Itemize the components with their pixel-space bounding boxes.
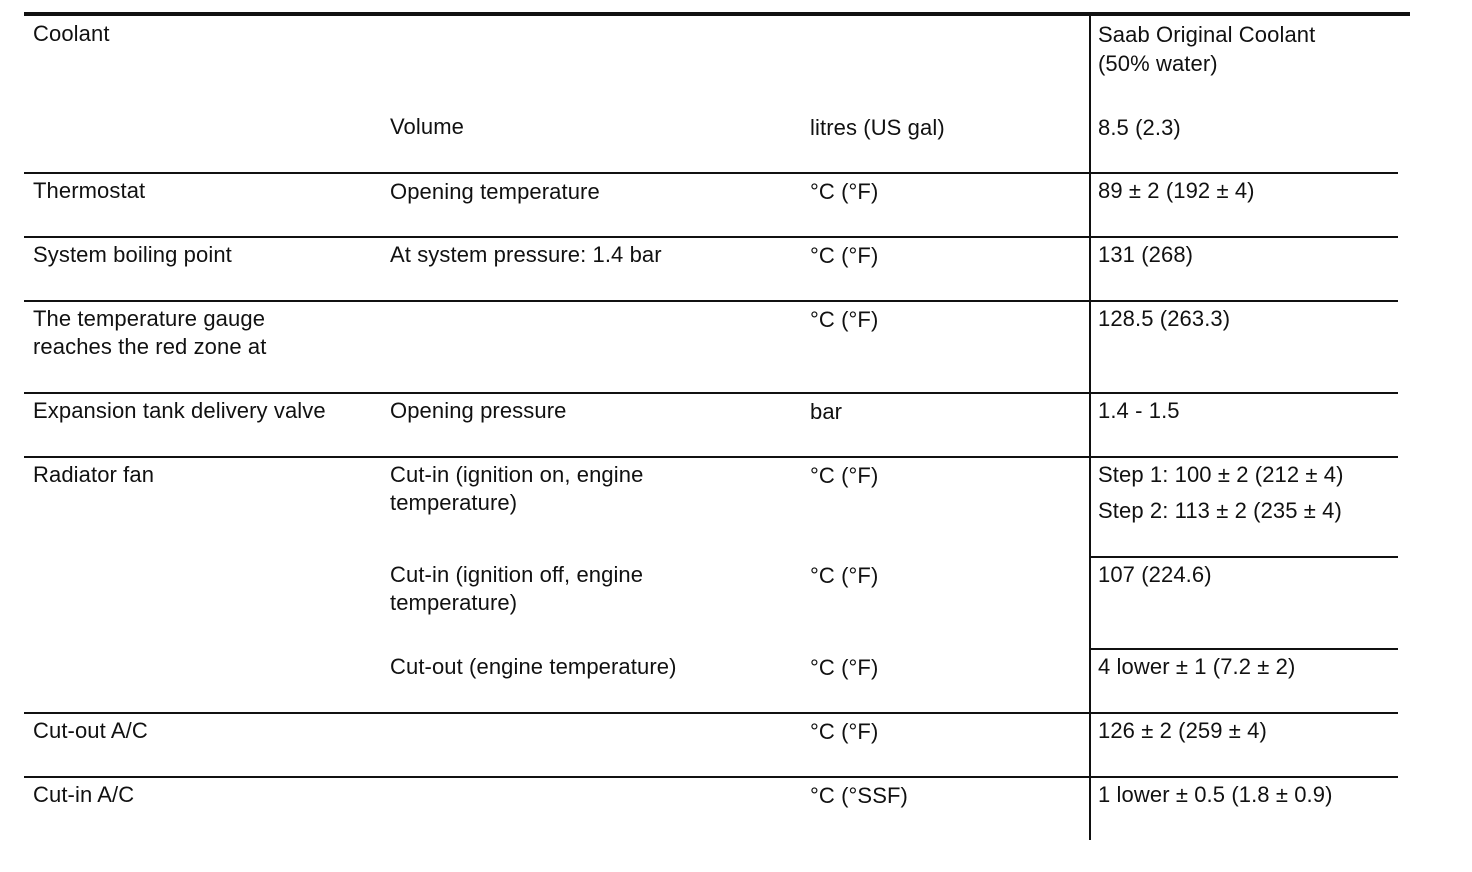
unit-cell: °C (°F) xyxy=(810,563,879,588)
row-divider xyxy=(24,712,1398,714)
unit-cell: °C (°F) xyxy=(810,179,879,204)
unit-cell: °C (°F) xyxy=(810,655,879,680)
parameter-cell-line1: Cut-in (ignition on, engine xyxy=(390,462,644,487)
value-subrow-divider xyxy=(1090,648,1398,650)
row-divider xyxy=(24,456,1398,458)
unit-cell: bar xyxy=(810,399,843,424)
category-cell: Expansion tank delivery valve xyxy=(33,398,326,423)
parameter-cell: Volume xyxy=(390,114,464,139)
parameter-cell-line2: temperature) xyxy=(390,490,518,515)
value-cell: 126 ± 2 (259 ± 4) xyxy=(1098,718,1267,743)
category-cell: Radiator fan xyxy=(33,462,155,487)
category-cell: Cut-out A/C xyxy=(33,718,148,743)
row-divider xyxy=(24,300,1398,302)
value-cell-line2: Step 2: 113 ± 2 (235 ± 4) xyxy=(1098,498,1342,523)
value-heading-line2: (50% water) xyxy=(1098,51,1218,76)
value-cell: 1 lower ± 0.5 (1.8 ± 0.9) xyxy=(1098,782,1333,807)
unit-cell: °C (°F) xyxy=(810,719,879,744)
row-divider xyxy=(24,392,1398,394)
value-column-divider xyxy=(1089,14,1091,840)
category-cell-line2: reaches the red zone at xyxy=(33,334,267,359)
value-cell: 4 lower ± 1 (7.2 ± 2) xyxy=(1098,654,1296,679)
category-cell: Cut-in A/C xyxy=(33,782,135,807)
value-cell: 89 ± 2 (192 ± 4) xyxy=(1098,178,1255,203)
unit-cell: °C (°SSF) xyxy=(810,783,908,808)
row-divider xyxy=(24,172,1398,174)
parameter-cell: At system pressure: 1.4 bar xyxy=(390,242,662,267)
unit-cell: litres (US gal) xyxy=(810,115,945,140)
category-cell: Thermostat xyxy=(33,178,146,203)
parameter-cell-line1: Cut-in (ignition off, engine xyxy=(390,562,644,587)
value-heading-line1: Saab Original Coolant xyxy=(1098,22,1316,47)
row-divider xyxy=(24,236,1398,238)
category-cell: System boiling point xyxy=(33,242,232,267)
unit-cell: °C (°F) xyxy=(810,463,879,488)
category-cell-line1: The temperature gauge xyxy=(33,306,266,331)
coolant-heading: Coolant xyxy=(33,21,110,46)
row-divider xyxy=(24,776,1398,778)
value-cell: 1.4 - 1.5 xyxy=(1098,398,1180,423)
parameter-cell: Cut-out (engine temperature) xyxy=(390,654,677,679)
value-cell: 107 (224.6) xyxy=(1098,562,1212,587)
parameter-cell: Opening temperature xyxy=(390,179,600,204)
table-top-rule xyxy=(24,12,1410,16)
unit-cell: °C (°F) xyxy=(810,243,879,268)
value-cell: 8.5 (2.3) xyxy=(1098,115,1181,140)
value-cell: 131 (268) xyxy=(1098,242,1194,267)
value-cell-line1: Step 1: 100 ± 2 (212 ± 4) xyxy=(1098,462,1344,487)
value-cell: 128.5 (263.3) xyxy=(1098,306,1231,331)
parameter-cell: Opening pressure xyxy=(390,398,567,423)
unit-cell: °C (°F) xyxy=(810,307,879,332)
parameter-cell-line2: temperature) xyxy=(390,590,518,615)
value-subrow-divider xyxy=(1090,556,1398,558)
